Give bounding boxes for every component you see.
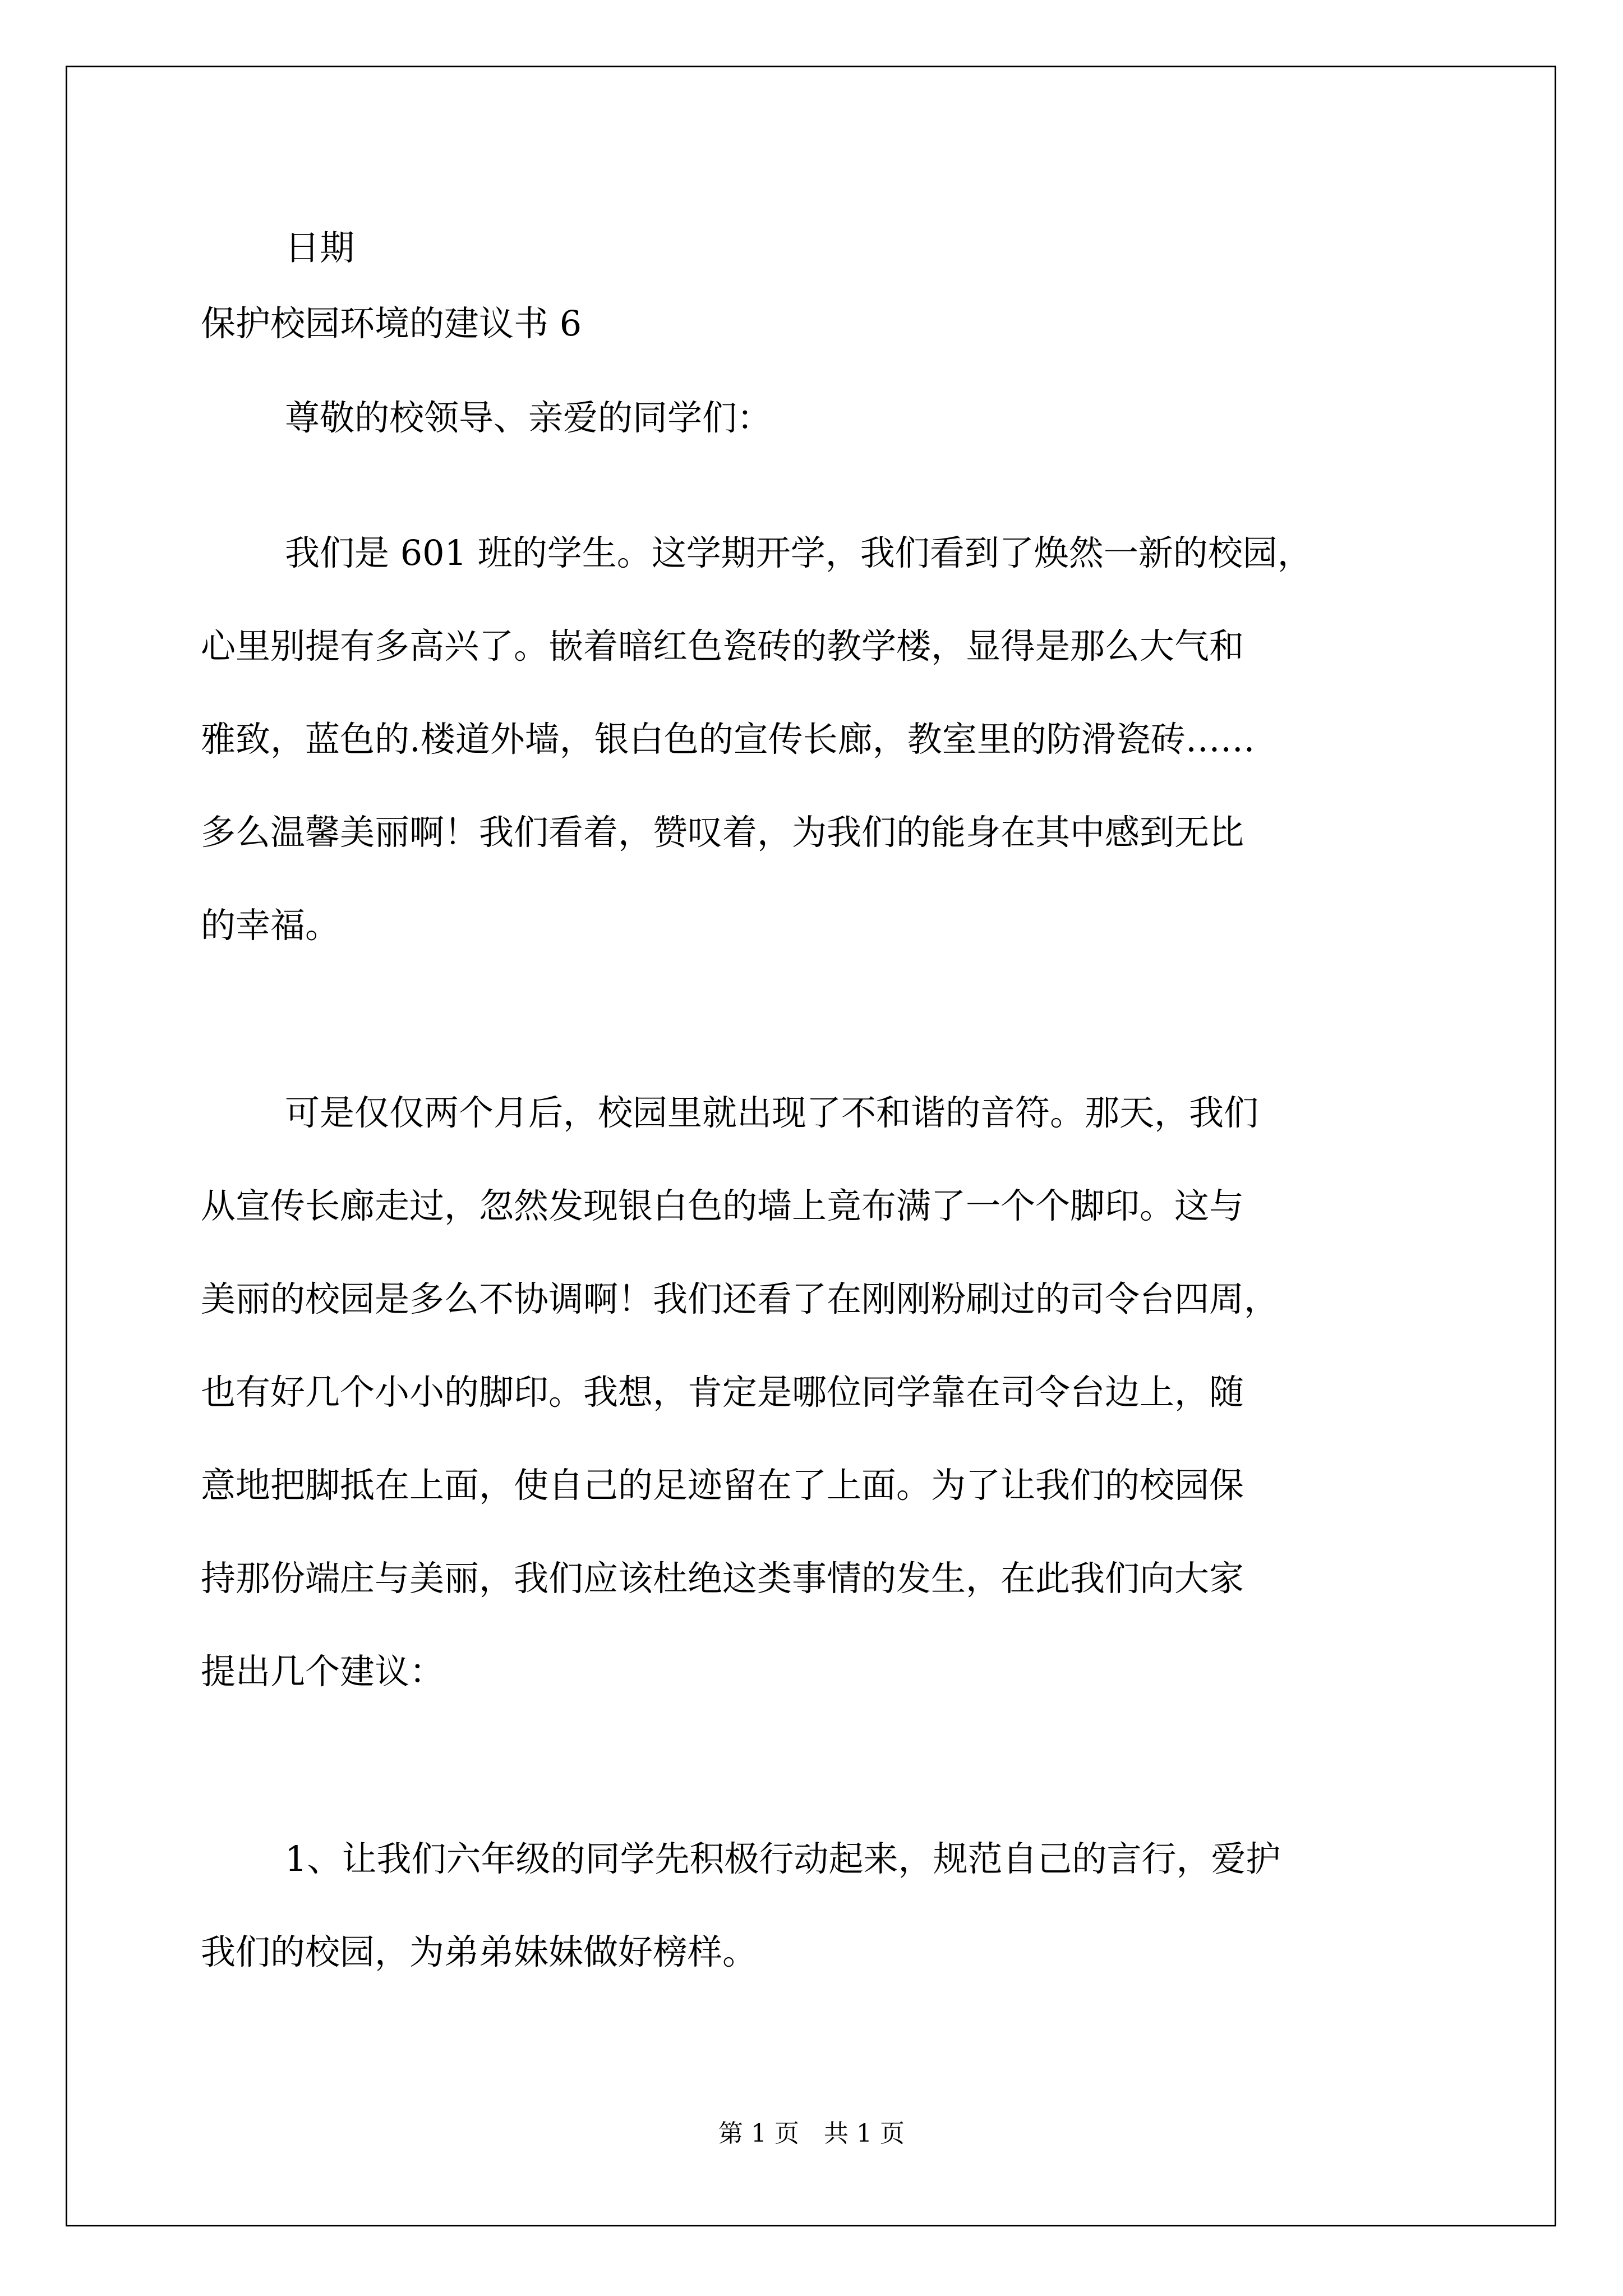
- document-title: 保护校园环境的建议书 6: [201, 303, 582, 344]
- page-footer: 第 1 页 共 1 页: [718, 2119, 905, 2148]
- date-label: 日期: [285, 227, 355, 268]
- paragraph-line: 也有好几个小小的脚印。我想，肯定是哪位同学靠在司令台边上，随: [201, 1372, 1244, 1412]
- paragraph-2: [201, 1066, 1432, 1718]
- paragraph-1: [201, 507, 1432, 972]
- paragraph-line: 我们是 601 班的学生。这学期开学，我们看到了焕然一新的校园，: [285, 532, 1312, 573]
- paragraph-line: 持那份端庄与美丽，我们应该杜绝这类事情的发生，在此我们向大家: [201, 1558, 1244, 1599]
- paragraph-line: 可是仅仅两个月后，校园里就出现了不和谐的音符。那天，我们: [285, 1092, 1259, 1133]
- paragraph-line: 意地把脚抵在上面，使自己的足迹留在了上面。为了让我们的校园保: [201, 1465, 1244, 1506]
- paragraph-line: 的幸福。: [201, 905, 340, 946]
- paragraph-3: [201, 1812, 1432, 1999]
- paragraph-line: 提出几个建议：: [201, 1651, 445, 1692]
- greeting: 尊敬的校领导、亲爱的同学们：: [285, 397, 772, 438]
- paragraph-line: 雅致，蓝色的.楼道外墙，银白色的宣传长廊，教室里的防滑瓷砖……: [201, 719, 1255, 760]
- paragraph-line: 从宣传长廊走过，忽然发现银白色的墙上竟布满了一个个脚印。这与: [201, 1185, 1244, 1226]
- paragraph-line: 美丽的校园是多么不协调啊！我们还看了在刚刚粉刷过的司令台四周，: [201, 1278, 1279, 1319]
- paragraph-line: 1、让我们六年级的同学先积极行动起来，规范自己的言行，爱护: [285, 1838, 1281, 1879]
- paragraph-line: 我们的校园，为弟弟妹妹做好榜样。: [201, 1931, 758, 1972]
- paragraph-line: 多么温馨美丽啊！我们看着，赞叹着，为我们的能身在其中感到无比: [201, 812, 1244, 853]
- paragraph-line: 心里别提有多高兴了。嵌着暗红色瓷砖的教学楼，显得是那么大气和: [201, 625, 1244, 666]
